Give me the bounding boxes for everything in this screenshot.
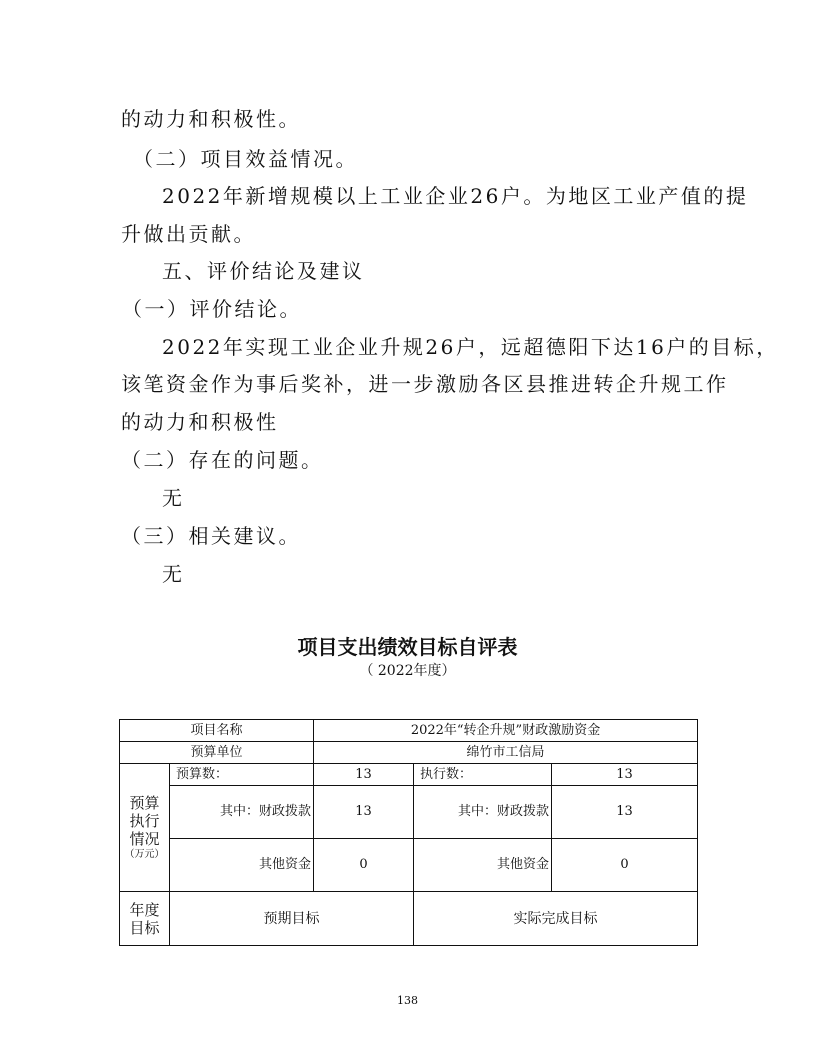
- table-row: [120, 742, 698, 764]
- executed-amount-value: 13: [552, 764, 698, 786]
- annual-goal-label-line: 年度: [129, 900, 160, 919]
- table-title: 项目支出绩效目标自评表: [297, 635, 518, 659]
- budget-amount-label: 预算数：: [170, 764, 314, 786]
- body-line-3: 2022年新增规模以上工业企业26户。为地区工业产值的提: [162, 184, 749, 208]
- subsection-heading-evaluation: （一）评价结论。: [122, 297, 302, 321]
- other-funds-budget-label: 其他资金: [170, 839, 314, 892]
- other-funds-exec-label: 其他资金: [414, 839, 552, 892]
- body-line-9: 的动力和积极性: [121, 410, 279, 434]
- body-line-none-2: 无: [162, 562, 185, 586]
- body-line-4: 升做出贡献。: [121, 222, 256, 246]
- budget-amount-value: 13: [314, 764, 414, 786]
- fiscal-exec-value: 13: [552, 786, 698, 839]
- table-row: [120, 720, 698, 742]
- budget-unit-value: 绵竹市工信局: [314, 742, 698, 764]
- budget-unit-label: 预算单位: [120, 742, 314, 764]
- other-funds-budget-value: 0: [314, 839, 414, 892]
- executed-amount-label: 执行数：: [414, 764, 552, 786]
- expected-goal-label: 预期目标: [170, 892, 414, 946]
- table-row: [120, 764, 698, 786]
- fiscal-exec-label: 其中：财政拨款: [414, 786, 552, 839]
- body-line-7: 2022年实现工业企业升规26户，远超德阳下达16户的目标，: [162, 335, 779, 359]
- actual-goal-label: 实际完成目标: [414, 892, 698, 946]
- fiscal-budget-value: 13: [314, 786, 414, 839]
- table-row: [120, 786, 698, 839]
- fiscal-budget-label: 其中：财政拨款: [170, 786, 314, 839]
- table-row: [120, 839, 698, 892]
- other-funds-exec-value: 0: [552, 839, 698, 892]
- body-line-1: 的动力和积极性。: [121, 107, 301, 131]
- section-heading-conclusion: 五、评价结论及建议: [162, 259, 365, 283]
- page-number: 138: [397, 994, 418, 1007]
- side-label-unit: （万元）: [124, 848, 165, 860]
- table-subtitle: （ 2022年度）: [359, 663, 456, 679]
- subsection-heading-suggestions: （三）相关建议。: [121, 524, 301, 548]
- budget-execution-side-label: [120, 764, 170, 892]
- side-label-line: 预算: [129, 793, 160, 812]
- table-row: [120, 892, 698, 946]
- annual-goal-label: [120, 892, 170, 946]
- annual-goal-label-line: 目标: [129, 918, 160, 937]
- body-line-8: 该笔资金作为事后奖补，进一步激励各区县推进转企升规工作: [121, 372, 729, 396]
- side-label-line: 执行: [129, 811, 160, 830]
- performance-evaluation-table: [119, 719, 698, 946]
- side-label-line: 情况: [129, 829, 160, 848]
- project-name-label: 项目名称: [120, 720, 314, 742]
- subsection-heading-problems: （二）存在的问题。: [121, 448, 324, 472]
- body-line-none-1: 无: [162, 486, 185, 510]
- section-heading-benefits: （二）项目效益情况。: [133, 147, 358, 171]
- project-name-value: 2022年“转企升规”财政激励资金: [314, 720, 698, 742]
